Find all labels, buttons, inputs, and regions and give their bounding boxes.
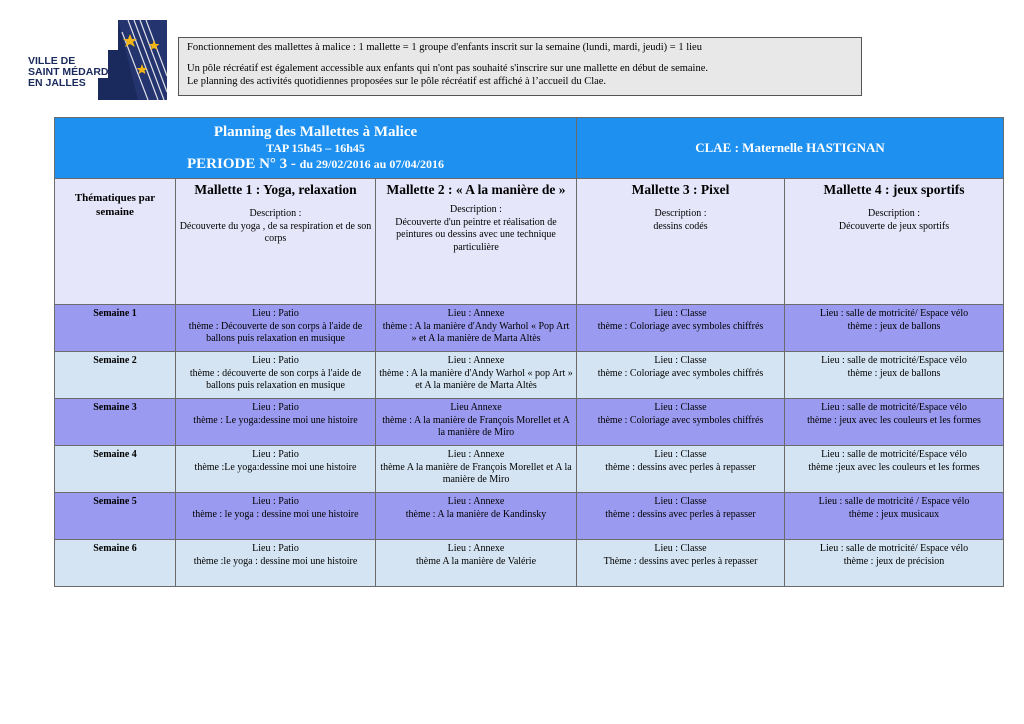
clae-name: CLAE : Maternelle HASTIGNAN: [577, 118, 1004, 179]
description-label: Description :: [868, 208, 920, 219]
week-row: [55, 352, 1004, 399]
activity-text: Lieu : Annexe thème : A la manière de Kandinsky: [405, 496, 547, 520]
week-label: Semaine 2: [55, 352, 176, 399]
activity-cell: [376, 446, 577, 493]
activity-cell: [376, 352, 577, 399]
activity-cell: [785, 399, 1004, 446]
week-row: [55, 399, 1004, 446]
activity-cell: [577, 493, 785, 540]
activity-cell: [785, 446, 1004, 493]
activity-text: Lieu : salle de motricité / Espace vélo thème : jeux musicaux: [818, 496, 970, 520]
activity-text: Lieu : salle de motricité/Espace vélo thème :jeux avec les couleurs et les formes: [808, 449, 980, 473]
activity-text: Lieu : salle de motricité/ Espace vélo thème : jeux de précision: [819, 543, 969, 567]
week-row: [55, 305, 1004, 352]
description-label: Description :: [654, 208, 707, 219]
activity-cell: [577, 305, 785, 352]
planning-period: PERIODE N° 3 - du 29/02/2016 au 07/04/2016: [186, 156, 445, 172]
mallette-title: Mallette 3 : Pixel: [631, 182, 730, 197]
activity-cell: [577, 352, 785, 399]
activity-text: Lieu : Patio thème : Découverte de son corps à l'aide de ballons puis relaxation en musique: [188, 308, 363, 344]
activity-cell: [785, 305, 1004, 352]
mallette-4-cell: [785, 179, 1004, 305]
mallette-title: Mallette 2 : « A la manière de »: [386, 182, 566, 197]
activity-text: Lieu : Annexe thème : A la manière d'Andy Warhol « Pop Art » et A la manière de Marta Altès: [382, 308, 570, 344]
activity-cell: [376, 493, 577, 540]
activity-text: Lieu : Annexe thème A la manière de François Morellet et A la manière de Miro: [380, 449, 572, 485]
planning-table: [54, 117, 1004, 587]
activity-cell: [785, 352, 1004, 399]
description-label: Description :: [450, 204, 502, 215]
themes-label: Thématiques par semaine: [55, 179, 176, 305]
planning-time: TAP 15h45 – 16h45: [266, 141, 365, 155]
mallette-2-cell: [376, 179, 577, 305]
activity-text: Lieu : Patio thème :le yoga : dessine moi une histoire: [193, 543, 358, 567]
activity-cell: [577, 399, 785, 446]
activity-cell: [176, 399, 376, 446]
activity-cell: [176, 446, 376, 493]
description-label: Description :: [249, 208, 302, 219]
activity-cell: [577, 446, 785, 493]
week-label: Semaine 3: [55, 399, 176, 446]
activity-text: Lieu Annexe thème : A la manière de François Morellet et A la manière de Miro: [382, 402, 570, 438]
week-label: Semaine 4: [55, 446, 176, 493]
mallette-3-cell: [577, 179, 785, 305]
activity-text: Lieu : Annexe thème A la manière de Valérie: [415, 543, 537, 567]
mallette-title: Mallette 4 : jeux sportifs: [823, 182, 965, 197]
activity-cell: [176, 305, 376, 352]
activity-cell: [376, 305, 577, 352]
week-row: [55, 446, 1004, 493]
activity-cell: [176, 493, 376, 540]
activity-text: Lieu : Patio thème : le yoga : dessine moi une histoire: [192, 496, 359, 520]
activity-text: Lieu : salle de motricité/ Espace vélo thème : jeux de ballons: [819, 308, 969, 332]
week-row: [55, 493, 1004, 540]
activity-cell: [376, 399, 577, 446]
description-row: [55, 179, 1004, 305]
mallette-title: Mallette 1 : Yoga, relaxation: [194, 182, 357, 197]
description-text: Découverte de jeux sportifs: [838, 220, 950, 232]
city-logo: [22, 20, 167, 100]
description-text: dessins codés: [653, 220, 708, 232]
info-line-1: Fonctionnement des mallettes à malice : 1 mallette = 1 groupe d'enfants inscrit sur la semaine (lundi, mardi, jeudi) = 1 lieu: [187, 42, 702, 53]
activity-cell: [176, 540, 376, 587]
activity-cell: [577, 540, 785, 587]
info-line-3: Le planning des activités quotidiennes proposées sur le pôle récréatif est affiché à l’accueil du Clae.: [187, 76, 607, 87]
info-line-2: Un pôle récréatif est également accessible aux enfants qui n'ont pas souhaité s'inscrire sur une mallette en début de semaine.: [187, 63, 709, 74]
activity-text: Lieu : Classe Thème : dessins avec perles à repasser: [603, 543, 758, 567]
week-label: Semaine 6: [55, 540, 176, 587]
activity-cell: [176, 352, 376, 399]
activity-text: Lieu : Classe thème : Coloriage avec symboles chiffrés: [597, 402, 764, 426]
description-text: Découverte d'un peintre et réalisation de peintures ou dessins avec une technique particulière: [395, 216, 557, 253]
week-label: Semaine 5: [55, 493, 176, 540]
activity-text: Lieu : Patio thème : découverte de son corps à l'aide de ballons puis relaxation en musique: [189, 355, 362, 391]
week-label: Semaine 1: [55, 305, 176, 352]
activity-text: Lieu : Patio thème : Le yoga:dessine moi une histoire: [193, 402, 358, 426]
header-row: [55, 118, 1004, 179]
activity-cell: [785, 540, 1004, 587]
activity-cell: [785, 493, 1004, 540]
logo-text: VILLE DE SAINT MÉDARD EN JALLES: [28, 55, 109, 89]
activity-text: Lieu : Classe thème : Coloriage avec symboles chiffrés: [597, 355, 764, 379]
mallette-1-cell: [176, 179, 376, 305]
activity-text: Lieu : salle de motricité/Espace vélo thème : jeux de ballons: [821, 355, 967, 379]
activity-text: Lieu : Classe thème : Coloriage avec symboles chiffrés: [597, 308, 764, 332]
description-text: Découverte du yoga , de sa respiration et de son corps: [179, 220, 372, 244]
week-row: [55, 540, 1004, 587]
activity-cell: [376, 540, 577, 587]
activity-text: Lieu : salle de motricité/Espace vélo thème : jeux avec les couleurs et les formes: [807, 402, 981, 426]
activity-text: Lieu : Annexe thème : A la manière d'Andy Warhol « pop Art » et A la manière de Marta Altès: [379, 355, 573, 391]
activity-text: Lieu : Classe thème : dessins avec perles à repasser: [605, 449, 756, 473]
activity-text: Lieu : Classe thème : dessins avec perles à repasser: [605, 496, 756, 520]
activity-text: Lieu : Patio thème :Le yoga:dessine moi une histoire: [194, 449, 357, 473]
planning-title: Planning des Mallettes à Malice: [213, 124, 418, 140]
planning-title-cell: [55, 118, 577, 179]
info-box: [178, 37, 862, 96]
